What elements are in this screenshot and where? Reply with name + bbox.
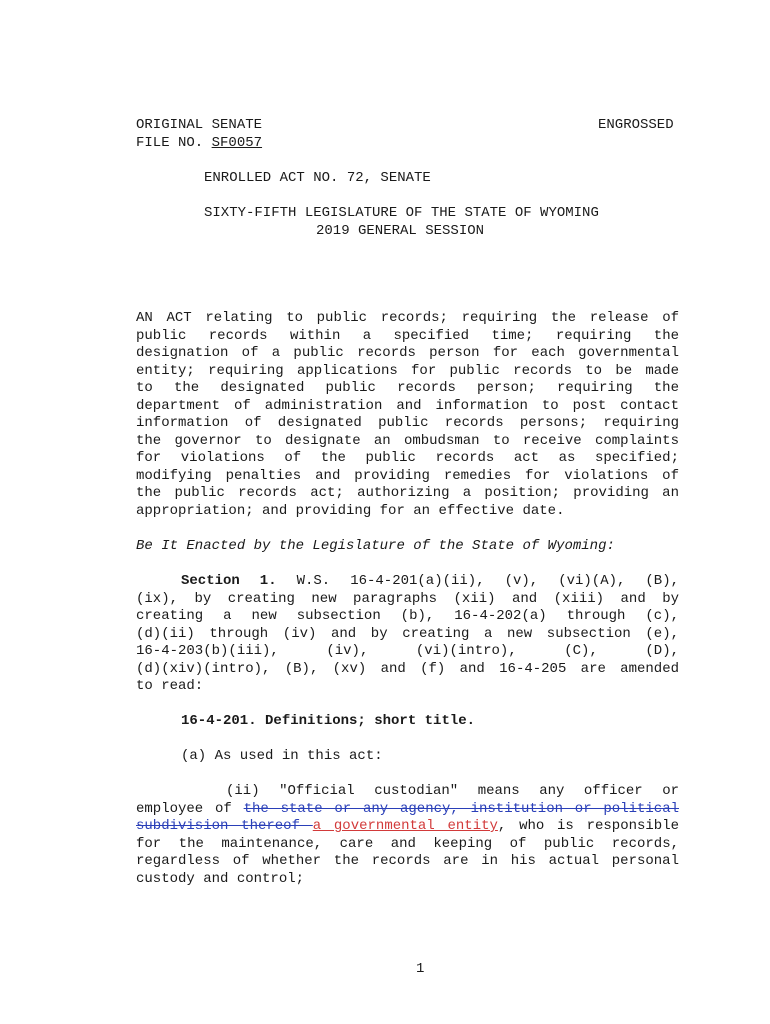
- section-1-line: (d)(xiv)(intro), (B), (xv) and (f) and 16-4-205 are amended: [136, 660, 679, 677]
- section-1-line: 16-4-203(b)(iii), (iv), (vi)(intro), (C), (D),: [136, 643, 679, 659]
- act-line: for violations of the public records act as specified;: [136, 450, 679, 466]
- deleted-text: subdivision thereof: [136, 818, 313, 834]
- act-line: department of administration and information to post contact: [136, 397, 679, 414]
- section-1-first-line: [136, 573, 679, 591]
- file-label: FILE NO.: [136, 135, 212, 151]
- paragraph-ii-first-line-text: (ii) "Official custodian" means any officer or: [226, 783, 679, 799]
- act-line: AN ACT relating to public records; requiring the release of: [136, 310, 679, 326]
- section-1-heading: Section 1.: [181, 573, 277, 589]
- act-line: information of designated public records persons; requiring: [136, 415, 679, 431]
- act-line: the governor to designate an ombudsman to receive complaints: [136, 432, 679, 449]
- paragraph-ii-line: for the maintenance, care and keeping of public records,: [136, 835, 679, 852]
- enrolled-act-title: ENROLLED ACT NO. 72, SENATE: [204, 170, 431, 186]
- paragraph-ii-line: custody and control;: [136, 870, 305, 887]
- act-line: appropriation; and providing for an effective date.: [136, 502, 565, 519]
- act-line: modifying penalties and providing remedies for violations of: [136, 467, 679, 484]
- paragraph-ii-first-line: [136, 783, 679, 801]
- act-line: public records within a specified time; requiring the: [136, 327, 679, 344]
- act-line: the public records act; authorizing a position; providing an: [136, 485, 679, 501]
- paragraph-ii-line: [136, 818, 679, 836]
- original-senate-label: ORIGINAL SENATE: [136, 117, 263, 133]
- session-title: 2019 GENERAL SESSION: [316, 223, 485, 239]
- paragraph-ii-prefix: employee of: [136, 800, 244, 817]
- section-1-line: to read:: [136, 678, 204, 694]
- paragraph-ii-rest: , who is responsible: [497, 818, 680, 834]
- inserted-text: a governmental entity: [312, 818, 498, 834]
- act-line: entity; requiring applications for public records to be made: [136, 362, 679, 379]
- statute-heading: 16-4-201. Definitions; short title.: [181, 713, 476, 729]
- file-number: SF0057: [211, 135, 263, 151]
- section-1-line: (d)(ii) through (iv) and by creating a new subsection (e),: [136, 625, 679, 642]
- page-number: 1: [416, 961, 425, 977]
- subsection-a: (a) As used in this act:: [181, 748, 383, 764]
- section-1-line: (ix), by creating new paragraphs (xii) and (xiii) and by: [136, 590, 679, 607]
- file-number-line: [136, 135, 262, 151]
- section-1-first-line-text: W.S. 16-4-201(a)(ii), (v), (vi)(A), (B),: [276, 573, 679, 589]
- legislature-title: SIXTY-FIFTH LEGISLATURE OF THE STATE OF WYOMING: [204, 205, 599, 221]
- enacting-clause: Be It Enacted by the Legislature of the State of Wyoming:: [136, 538, 615, 554]
- paragraph-ii-line: [136, 801, 679, 819]
- section-1-line: creating a new subsection (b), 16-4-202(a) through (c),: [136, 608, 679, 624]
- act-line: to the designated public records person; requiring the: [136, 380, 679, 396]
- deleted-text: the state or any agency, institution or political: [243, 800, 679, 817]
- act-line: designation of a public records person for each governmental: [136, 345, 679, 361]
- engrossed-label: ENGROSSED: [598, 117, 674, 133]
- paragraph-ii-line: regardless of whether the records are in his actual personal: [136, 853, 679, 869]
